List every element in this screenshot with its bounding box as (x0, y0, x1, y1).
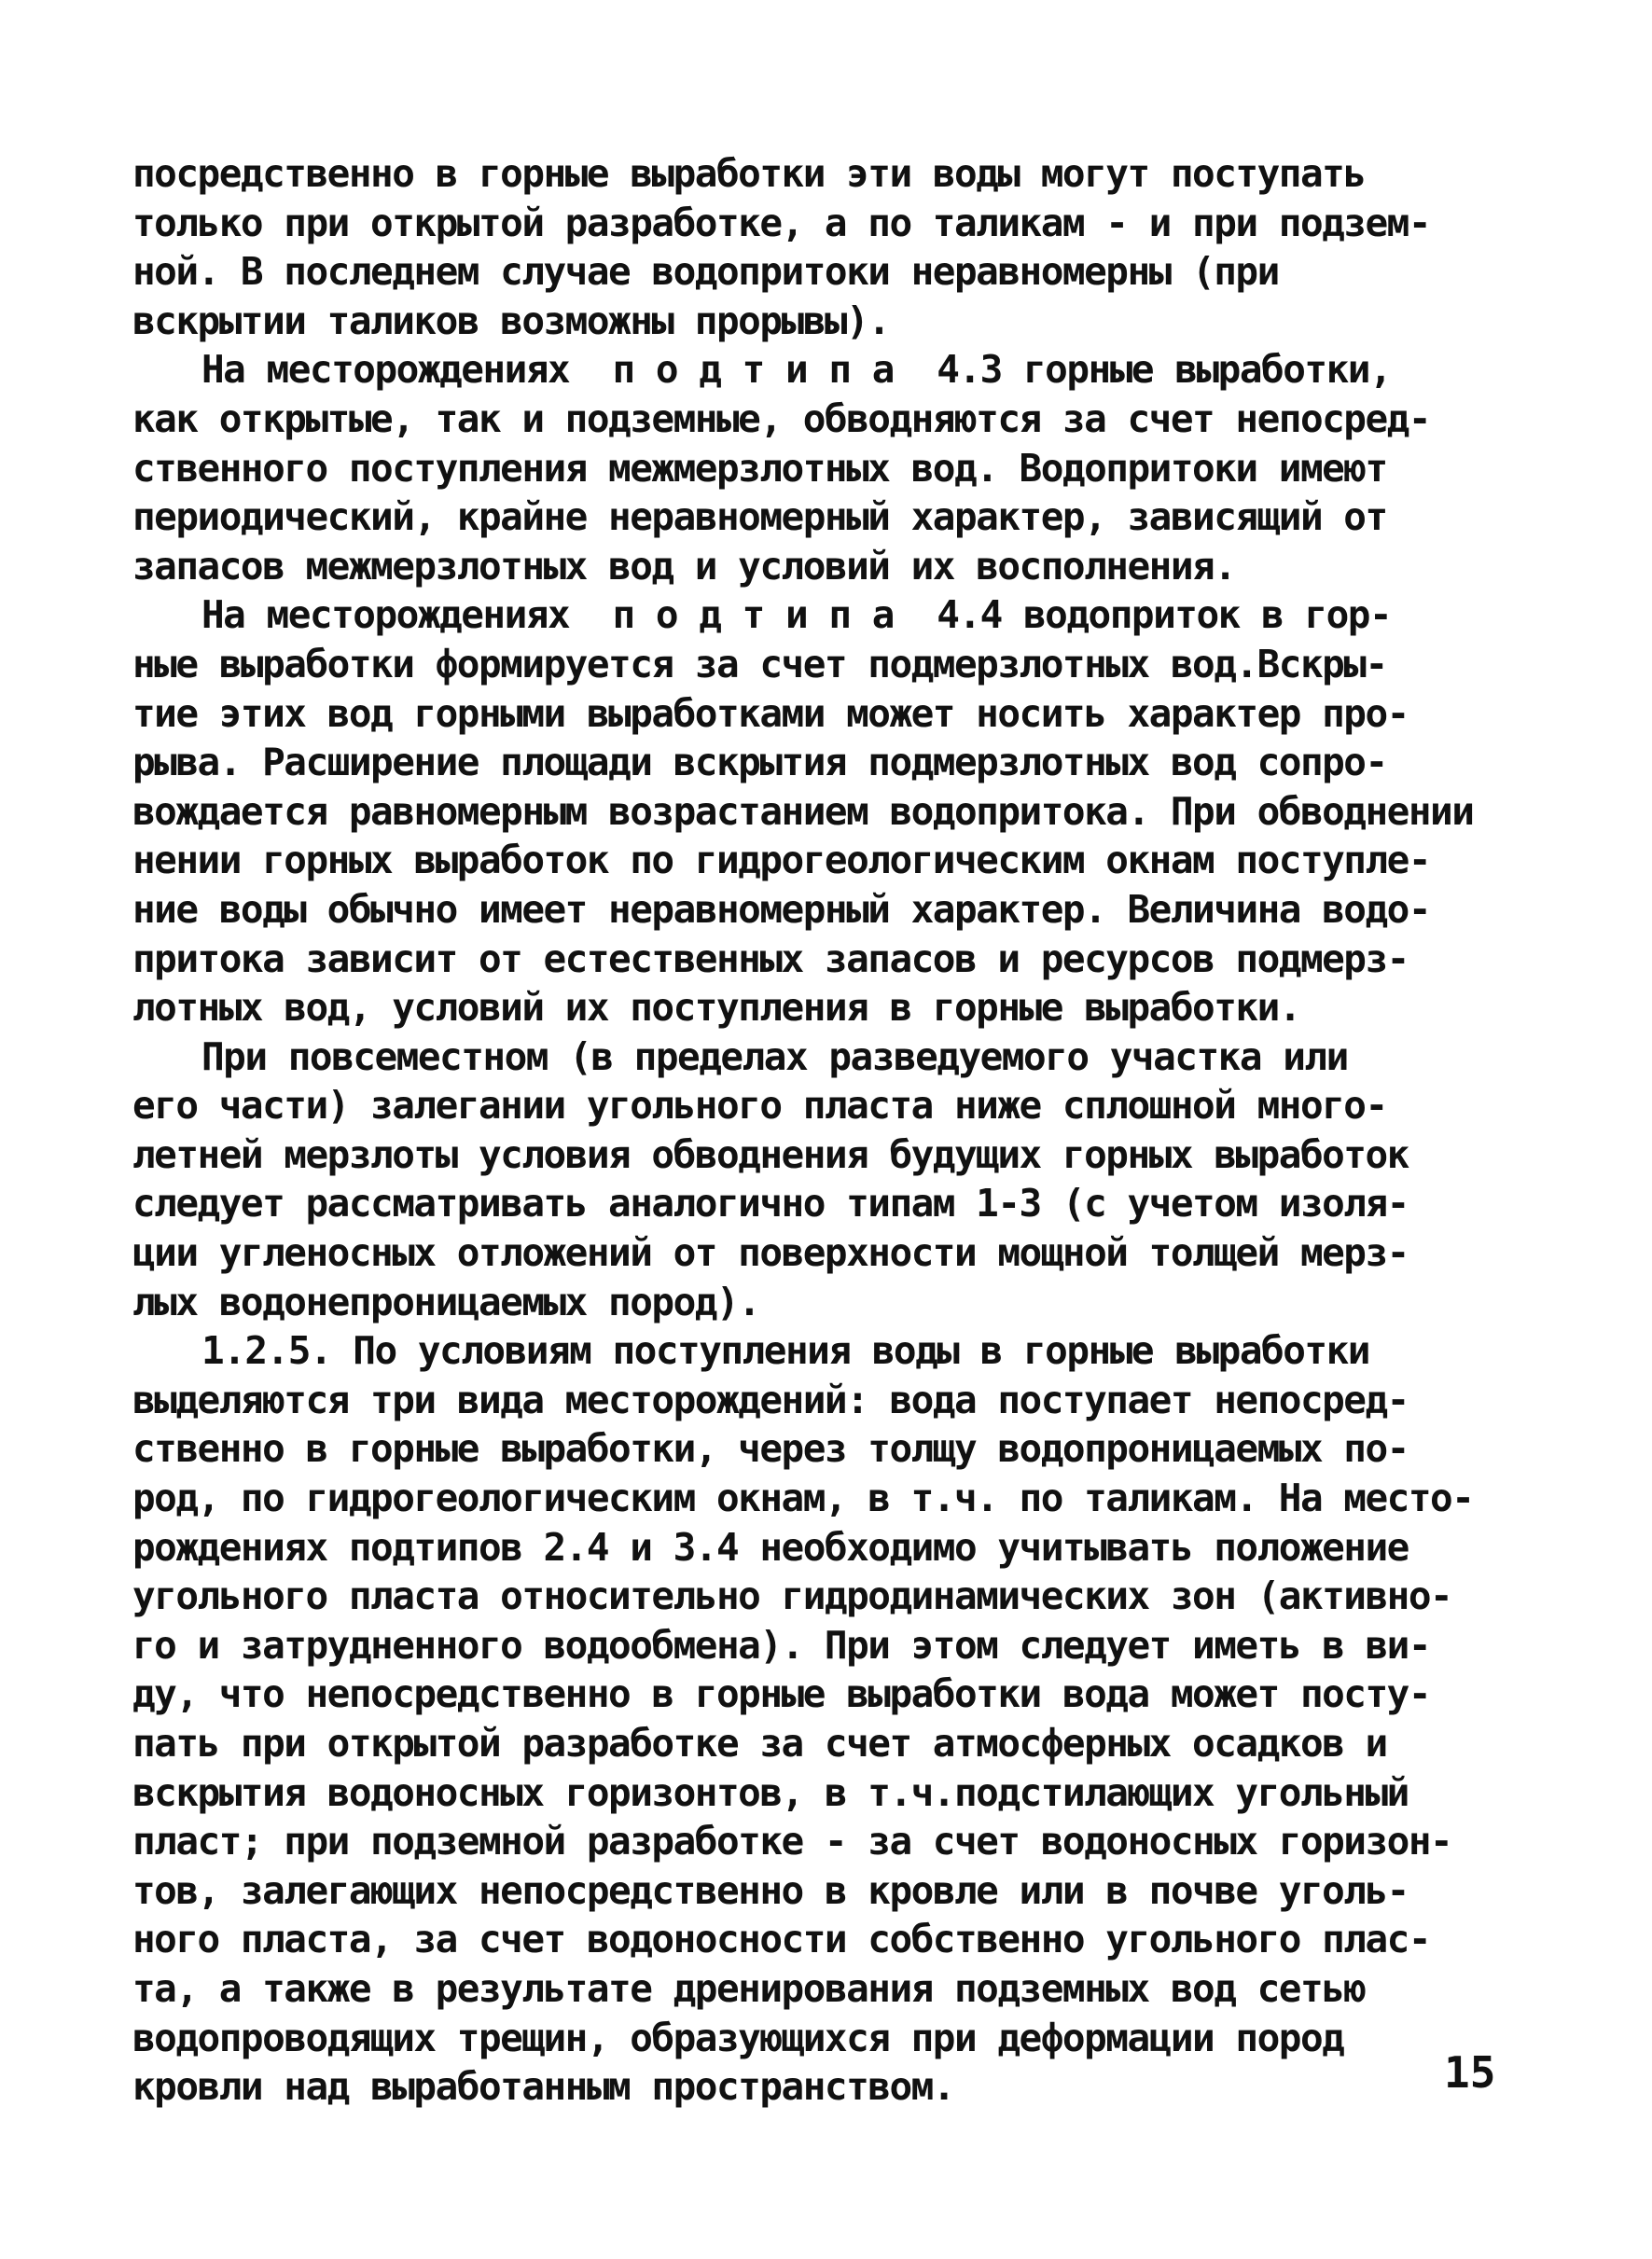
page-number: 15 (1444, 2047, 1496, 2098)
text-line: На месторождениях п о д т и п а 4.4 водоприток в гор- (201, 592, 1392, 638)
text-line: пласт; при подземной разработке - за счет водоносных горизон- (132, 1819, 1452, 1864)
text-line: ные выработки формируется за счет подмерзлотных вод.Вскры- (132, 641, 1387, 686)
paragraph-2 (132, 345, 1522, 590)
text-line: периодический, крайне неравномерный характер, зависящий от (132, 494, 1387, 540)
text-line: кровли над выработанным пространством. (132, 2064, 954, 2110)
text-line: лотных вод, условий их поступления в горные выработки. (132, 985, 1300, 1031)
paragraph-5 (132, 1326, 1522, 2112)
text-line: го и затрудненного водообмена). При этом следует иметь в ви- (132, 1622, 1431, 1668)
text-line: При повсеместном (в пределах разведуемого участка или (201, 1033, 1348, 1079)
text-line: следует рассматривать аналогично типам 1-3 (с учетом изоля- (132, 1181, 1409, 1227)
paragraph-3 (132, 590, 1522, 1032)
text-line: его части) залегании угольного пласта ниже сплошной много- (132, 1083, 1387, 1129)
text-line: как открытые, так и подземные, обводняются за счет непосред- (132, 395, 1431, 441)
text-line: посредственно в горные выработки эти воды могут поступать (132, 151, 1366, 196)
text-line: летней мерзлоты условия обводнения будущих горных выработок (132, 1131, 1409, 1177)
text-line: лых водонепроницаемых пород). (132, 1279, 760, 1324)
text-line: На месторождениях п о д т и п а 4.3 горные выработки, (201, 347, 1392, 393)
paragraph-1 (132, 149, 1522, 345)
text-line: род, по гидрогеологическим окнам, в т.ч. по таликам. На место- (132, 1476, 1474, 1521)
text-line: ду, что непосредственно в горные выработки вода может посту- (132, 1671, 1431, 1717)
text-line: вскрытия водоносных горизонтов, в т.ч.подстилающих угольный (132, 1769, 1409, 1815)
text-line: та, а также в результате дренирования подземных вод сетью (132, 1965, 1366, 2011)
text-line: водопроводящих трещин, образующихся при деформации пород (132, 2015, 1344, 2060)
text-line: запасов межмерзлотных вод и условий их восполнения. (132, 543, 1236, 589)
text-line: притока зависит от естественных запасов и ресурсов подмерз- (132, 935, 1409, 981)
body-text (132, 149, 1522, 2112)
text-line: вождается равномерным возрастанием водопритока. При обводнении (132, 788, 1474, 834)
text-line: ние воды обычно имеет неравномерный характер. Величина водо- (132, 886, 1431, 932)
text-line: ции угленосных отложений от поверхности мощной толщей мерз- (132, 1230, 1409, 1276)
text-line: пать при открытой разработке за счет атмосферных осадков и (132, 1721, 1387, 1766)
text-line: ной. В последнем случае водопритоки неравномерны (при (132, 249, 1279, 295)
text-line: угольного пласта относительно гидродинамических зон (активно- (132, 1573, 1452, 1619)
text-line: рыва. Расширение площади вскрытия подмерзлотных вод сопро- (132, 740, 1387, 785)
text-line: выделяются три вида месторождений: вода поступает непосред- (132, 1377, 1409, 1422)
text-line: нении горных выработок по гидрогеологическим окнам поступле- (132, 838, 1431, 883)
text-line: ственного поступления межмерзлотных вод. Водопритоки имеют (132, 445, 1387, 491)
text-line: ного пласта, за счет водоносности собственно угольного плас- (132, 1917, 1431, 1962)
text-line: 1.2.5. По условиям поступления воды в горные выработки (201, 1328, 1369, 1374)
text-line: ственно в горные выработки, через толщу водопроницаемых по- (132, 1426, 1409, 1472)
text-line: тов, залегающих непосредственно в кровле или в почве уголь- (132, 1867, 1409, 1913)
text-line: тие этих вод горными выработками может носить характер про- (132, 690, 1409, 736)
text-line: вскрытии таликов возможны прорывы). (132, 298, 890, 343)
paragraph-4 (132, 1032, 1522, 1327)
text-line: только при открытой разработке, а по таликам - и при подзем- (132, 200, 1431, 245)
text-line: рождениях подтипов 2.4 и 3.4 необходимо учитывать положение (132, 1524, 1409, 1570)
